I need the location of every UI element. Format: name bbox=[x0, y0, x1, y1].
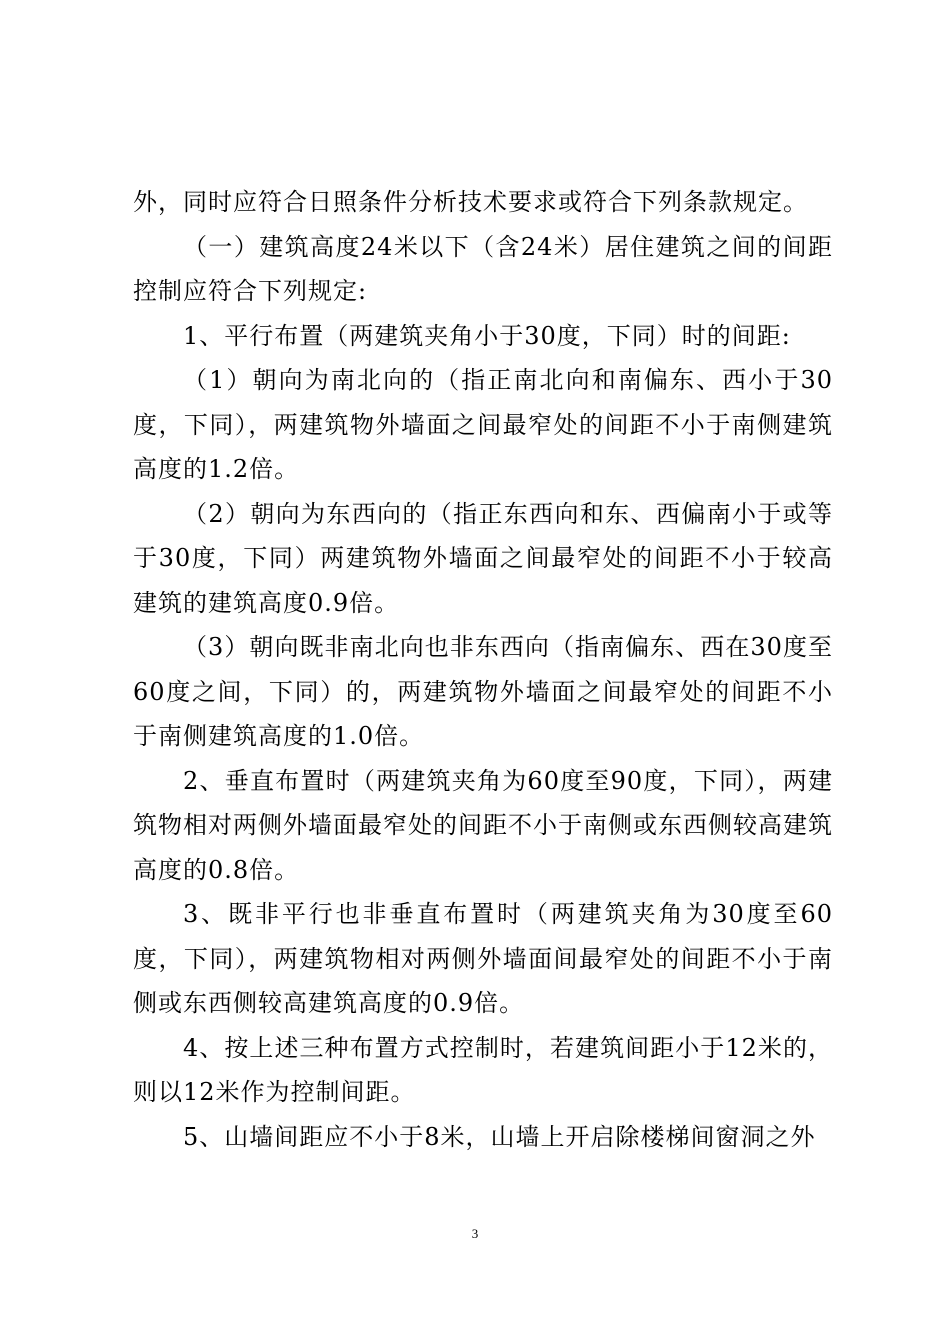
paragraph-item-4: 4、按上述三种布置方式控制时，若建筑间距小于12米的，则以12米作为控制间距。 bbox=[133, 1033, 833, 1106]
document-body bbox=[133, 180, 833, 1159]
paragraph-section-1: （一）建筑高度24米以下（含24米）居住建筑之间的间距控制应符合下列规定: bbox=[133, 232, 833, 305]
paragraph-subitem-1: （1）朝向为南北向的（指正南北向和南偏东、西小于30度，下同），两建筑物外墙面之间最窄处的间距不小于南侧建筑高度的1.2倍。 bbox=[133, 366, 833, 483]
page-number: 3 bbox=[471, 1226, 479, 1241]
paragraph-subitem-3: （3）朝向既非南北向也非东西向（指南偏东、西在30度至60度之间，下同）的，两建筑物外墙面之间最窄处的间距不小于南侧建筑高度的1.0倍。 bbox=[133, 633, 833, 750]
paragraph-continuation: 外，同时应符合日照条件分析技术要求或符合下列条款规定。 bbox=[133, 188, 808, 216]
paragraph-item-2: 2、垂直布置时（两建筑夹角为60度至90度，下同），两建筑物相对两侧外墙面最窄处的间距不小于南侧或东西侧较高建筑高度的0.8倍。 bbox=[133, 766, 833, 884]
paragraph-item-5: 5、山墙间距应不小于8米，山墙上开启除楼梯间窗洞之外 bbox=[183, 1122, 816, 1151]
paragraph-item-3: 3、既非平行也非垂直布置时（两建筑夹角为30度至60度，下同），两建筑物相对两侧外墙面间最窄处的间距不小于南侧或东西侧较高建筑高度的0.9倍。 bbox=[133, 900, 833, 1017]
paragraph-subitem-2: （2）朝向为东西向的（指正东西向和东、西偏南小于或等于30度，下同）两建筑物外墙面之间最窄处的间距不小于较高建筑的建筑高度0.9倍。 bbox=[133, 499, 833, 617]
paragraph-item-1: 1、平行布置（两建筑夹角小于30度，下同）时的间距: bbox=[183, 321, 791, 350]
